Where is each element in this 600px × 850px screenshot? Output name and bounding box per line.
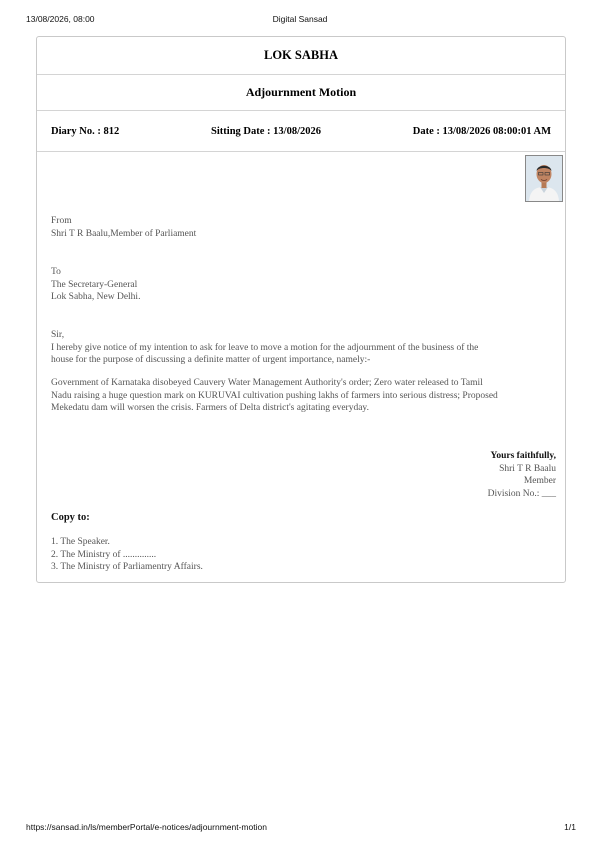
to-label: To [51,267,61,277]
copy-to-label: Copy to: [51,512,90,523]
sitting-date: Sitting Date : 13/08/2026 [211,125,321,137]
page-number: 1/1 [564,822,576,832]
diary-number: Diary No. : 812 [51,125,120,137]
designation: Member [523,476,556,486]
notice-meta [37,111,565,152]
to-section [51,266,531,304]
to-line-2: Lok Sabha, New Delhi. [51,292,141,302]
from-section [51,215,531,240]
subject-line-3: Mekedatu dam will worsen the crisis. Farmers of Delta district's agitating everyday. [51,403,369,413]
subject-section [51,377,531,415]
salutation-section [51,329,531,367]
to-line-1: The Secretary-General [51,279,138,290]
from-name: Shri T R Baalu,Member of Parliament [51,228,197,239]
division-number: Division No.: ___ [487,488,556,499]
copy-to-item: 3. The Ministry of Parliamentry Affairs. [51,562,203,572]
copy-to-item: 1. The Speaker. [51,537,110,547]
copy-to-list [51,536,203,574]
page-url: https://sansad.in/ls/memberPortal/e-notices/adjournment-motion [26,822,267,832]
subject-line-2: Nadu raising a huge question mark on KURUVAI cultivation pushing lakhs of farmers into serious distress; Proposed [51,390,498,401]
member-photo [525,155,563,202]
from-label: From [51,216,72,226]
print-title: Digital Sansad [272,14,328,24]
copy-to-item: 2. The Ministry of .............. [51,549,157,560]
print-timestamp: 13/08/2026, 08:00 [26,14,95,24]
notice-type: Adjournment Motion [37,75,565,111]
intro-line-1: I hereby give notice of my intention to ask for leave to move a motion for the adjournment of the business of the [51,342,479,353]
subject-line-1: Government of Karnataka disobeyed Cauvery Water Management Authority's order; Zero water released to Tamil [51,378,483,388]
intro-line-2: house for the purpose of discussing a definite matter of urgent importance, namely:- [51,355,371,365]
print-footer [0,820,600,850]
house-title: LOK SABHA [37,37,565,75]
print-header [0,0,600,30]
signer-name: Shri T R Baalu [499,463,556,474]
member-photo-image [526,156,562,201]
notice-date: Date : 13/08/2026 08:00:01 AM [412,125,551,137]
closing: Yours faithfully, [490,451,556,461]
salutation: Sir, [51,330,65,340]
signoff [488,450,556,500]
notice-card [36,36,566,583]
